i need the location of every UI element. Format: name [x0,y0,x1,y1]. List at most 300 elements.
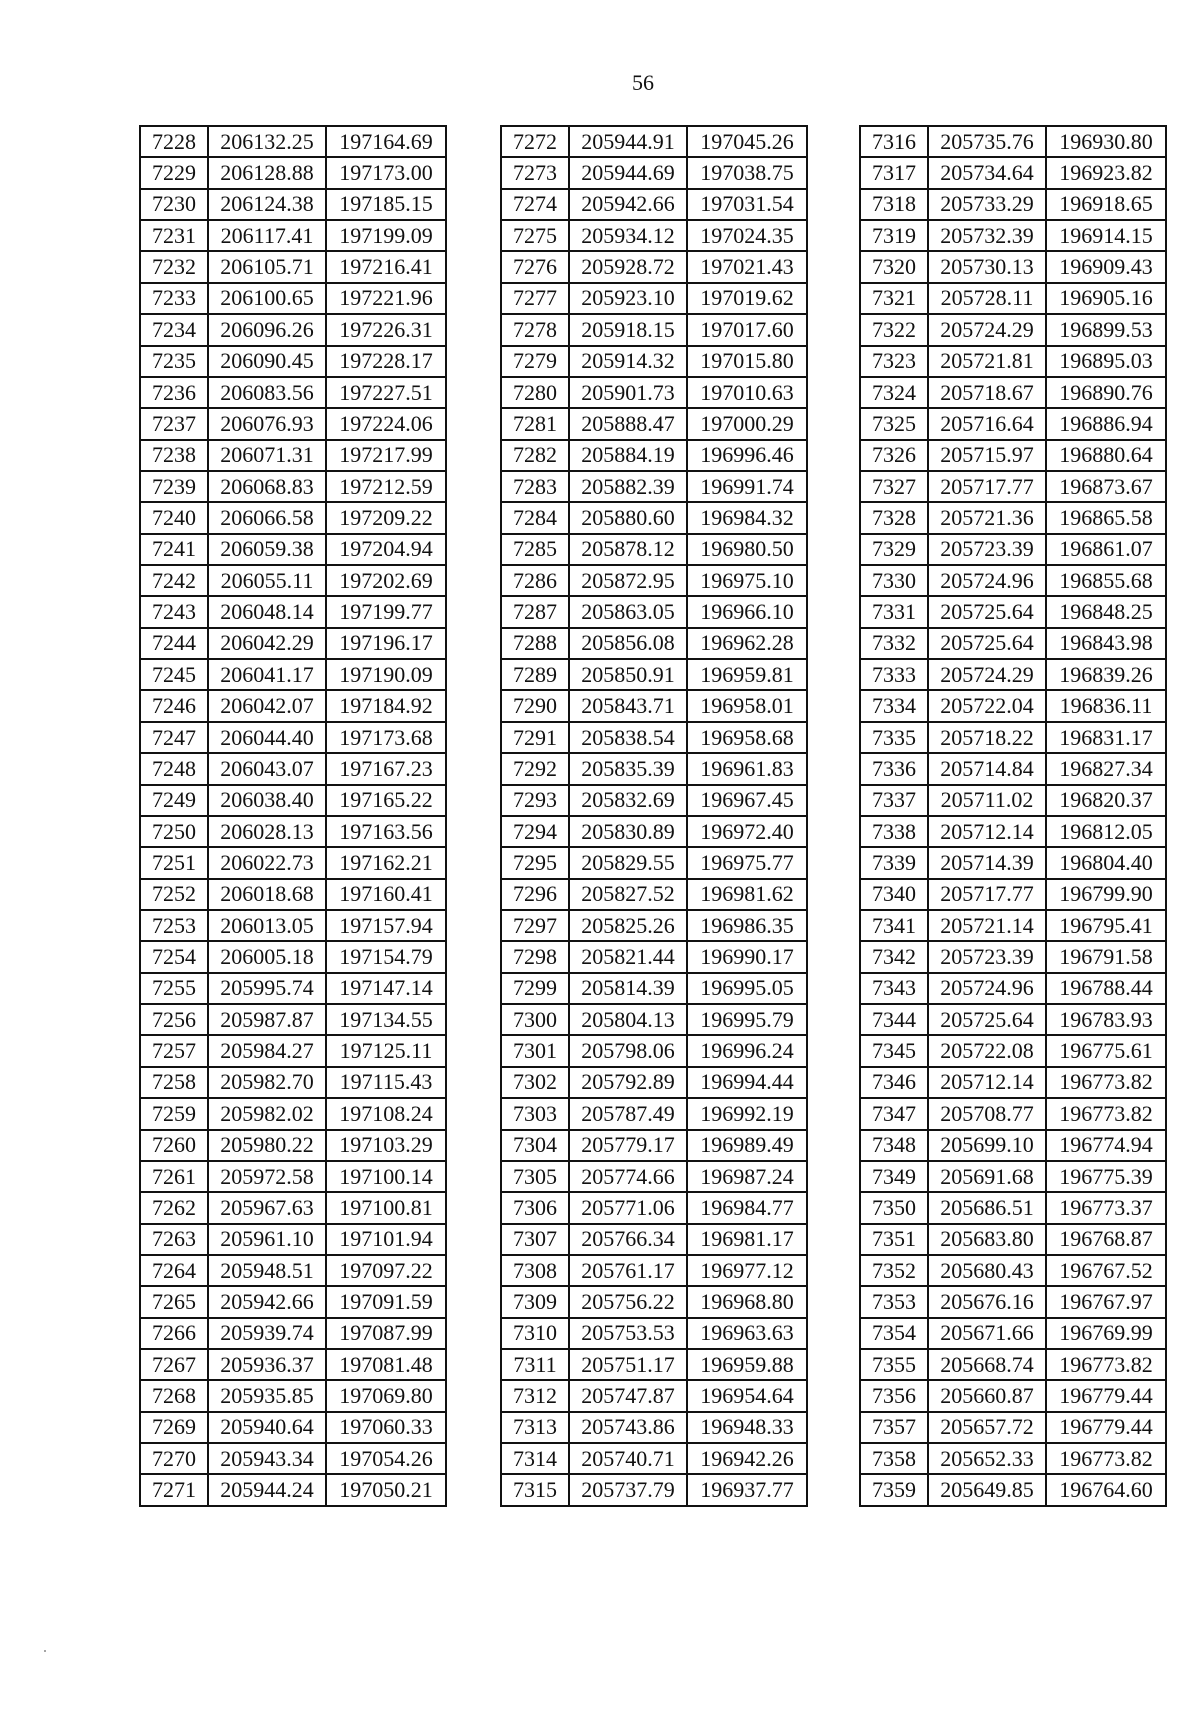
x-coordinate-cell: 205712.14 [928,816,1046,847]
y-coordinate-cell: 197069.80 [326,1380,446,1411]
point-id-cell: 7315 [501,1474,569,1505]
point-id-cell: 7242 [140,565,208,596]
x-coordinate-cell: 205995.74 [208,973,326,1004]
table-row [501,346,807,377]
table-row [860,534,1166,565]
y-coordinate-cell: 196987.24 [687,1161,807,1192]
point-id-cell: 7280 [501,377,569,408]
table-row [140,565,446,596]
x-coordinate-cell: 205972.58 [208,1161,326,1192]
y-coordinate-cell: 197050.21 [326,1474,446,1505]
point-id-cell: 7318 [860,189,928,220]
x-coordinate-cell: 206013.05 [208,910,326,941]
y-coordinate-cell: 196996.46 [687,440,807,471]
x-coordinate-cell: 205711.02 [928,785,1046,816]
point-id-cell: 7268 [140,1380,208,1411]
y-coordinate-cell: 196831.17 [1046,722,1166,753]
table-row [501,1067,807,1098]
y-coordinate-cell: 197212.59 [326,471,446,502]
point-id-cell: 7332 [860,628,928,659]
table-row [860,1035,1166,1066]
x-coordinate-cell: 206128.88 [208,157,326,188]
table-row [860,1286,1166,1317]
y-coordinate-cell: 196995.05 [687,973,807,1004]
point-id-cell: 7337 [860,785,928,816]
y-coordinate-cell: 196963.63 [687,1318,807,1349]
y-coordinate-cell: 196769.99 [1046,1318,1166,1349]
x-coordinate-cell: 206042.29 [208,628,326,659]
x-coordinate-cell: 205714.39 [928,847,1046,878]
y-coordinate-cell: 196775.61 [1046,1035,1166,1066]
x-coordinate-cell: 205835.39 [569,753,687,784]
point-id-cell: 7310 [501,1318,569,1349]
y-coordinate-cell: 197226.31 [326,314,446,345]
point-id-cell: 7271 [140,1474,208,1505]
point-id-cell: 7278 [501,314,569,345]
table-row [860,910,1166,941]
y-coordinate-cell: 196918.65 [1046,189,1166,220]
table-row [140,1067,446,1098]
y-coordinate-cell: 196848.25 [1046,596,1166,627]
y-coordinate-cell: 196959.81 [687,659,807,690]
table-row [140,596,446,627]
x-coordinate-cell: 205676.16 [928,1286,1046,1317]
point-id-cell: 7325 [860,408,928,439]
point-id-cell: 7284 [501,502,569,533]
point-id-cell: 7314 [501,1443,569,1474]
point-id-cell: 7258 [140,1067,208,1098]
x-coordinate-cell: 205733.29 [928,189,1046,220]
table-row [501,628,807,659]
table-row [860,1255,1166,1286]
point-id-cell: 7283 [501,471,569,502]
x-coordinate-cell: 205850.91 [569,659,687,690]
table-row [860,1349,1166,1380]
table-row [860,1412,1166,1443]
y-coordinate-cell: 196820.37 [1046,785,1166,816]
table-row [140,1255,446,1286]
point-id-cell: 7319 [860,220,928,251]
table-row [140,1443,446,1474]
y-coordinate-cell: 197164.69 [326,126,446,157]
point-id-cell: 7330 [860,565,928,596]
table-row [140,1380,446,1411]
x-coordinate-cell: 205649.85 [928,1474,1046,1505]
x-coordinate-cell: 205821.44 [569,941,687,972]
y-coordinate-cell: 197185.15 [326,189,446,220]
point-id-cell: 7297 [501,910,569,941]
table-row [501,1224,807,1255]
point-id-cell: 7298 [501,941,569,972]
table-row [501,879,807,910]
x-coordinate-cell: 205872.95 [569,565,687,596]
point-id-cell: 7335 [860,722,928,753]
y-coordinate-cell: 196804.40 [1046,847,1166,878]
point-id-cell: 7279 [501,346,569,377]
table-row [860,1474,1166,1505]
point-id-cell: 7339 [860,847,928,878]
table-row [860,628,1166,659]
point-id-cell: 7354 [860,1318,928,1349]
y-coordinate-cell: 196958.68 [687,722,807,753]
point-id-cell: 7267 [140,1349,208,1380]
point-id-cell: 7264 [140,1255,208,1286]
table-row [860,314,1166,345]
y-coordinate-cell: 196843.98 [1046,628,1166,659]
x-coordinate-cell: 205936.37 [208,1349,326,1380]
y-coordinate-cell: 197228.17 [326,346,446,377]
x-coordinate-cell: 206083.56 [208,377,326,408]
x-coordinate-cell: 205699.10 [928,1130,1046,1161]
y-coordinate-cell: 196981.62 [687,879,807,910]
y-coordinate-cell: 197054.26 [326,1443,446,1474]
x-coordinate-cell: 205657.72 [928,1412,1046,1443]
x-coordinate-cell: 205939.74 [208,1318,326,1349]
table-row [501,440,807,471]
point-id-cell: 7249 [140,785,208,816]
x-coordinate-cell: 205838.54 [569,722,687,753]
x-coordinate-cell: 205792.89 [569,1067,687,1098]
point-id-cell: 7269 [140,1412,208,1443]
table-row [860,502,1166,533]
table-row [501,596,807,627]
y-coordinate-cell: 196773.82 [1046,1067,1166,1098]
table-row [140,1161,446,1192]
table-row [501,785,807,816]
table-row [140,408,446,439]
table-row [501,408,807,439]
table-row [501,941,807,972]
y-coordinate-cell: 196791.58 [1046,941,1166,972]
table-row [860,126,1166,157]
point-id-cell: 7308 [501,1255,569,1286]
y-coordinate-cell: 197224.06 [326,408,446,439]
x-coordinate-cell: 206105.71 [208,251,326,282]
table-row [501,1474,807,1505]
x-coordinate-cell: 205728.11 [928,283,1046,314]
point-id-cell: 7253 [140,910,208,941]
x-coordinate-cell: 205743.86 [569,1412,687,1443]
y-coordinate-cell: 196996.24 [687,1035,807,1066]
table-row [140,157,446,188]
y-coordinate-cell: 197199.77 [326,596,446,627]
page-number: 56 [632,70,654,95]
table-row [140,502,446,533]
point-id-cell: 7289 [501,659,569,690]
x-coordinate-cell: 206100.65 [208,283,326,314]
point-id-cell: 7303 [501,1098,569,1129]
x-coordinate-cell: 205725.64 [928,1004,1046,1035]
table-row [501,502,807,533]
x-coordinate-cell: 205944.24 [208,1474,326,1505]
table-row [501,973,807,1004]
point-id-cell: 7342 [860,941,928,972]
table-row [140,126,446,157]
point-id-cell: 7345 [860,1035,928,1066]
x-coordinate-cell: 205779.17 [569,1130,687,1161]
x-coordinate-cell: 205714.84 [928,753,1046,784]
y-coordinate-cell: 196768.87 [1046,1224,1166,1255]
y-coordinate-cell: 196779.44 [1046,1412,1166,1443]
point-id-cell: 7326 [860,440,928,471]
table-row [501,220,807,251]
y-coordinate-cell: 196977.12 [687,1255,807,1286]
y-coordinate-cell: 197100.81 [326,1192,446,1223]
x-coordinate-cell: 205734.64 [928,157,1046,188]
point-id-cell: 7356 [860,1380,928,1411]
x-coordinate-cell: 206041.17 [208,659,326,690]
point-id-cell: 7233 [140,283,208,314]
table-row [501,126,807,157]
table-row [860,1380,1166,1411]
point-id-cell: 7270 [140,1443,208,1474]
x-coordinate-cell: 206071.31 [208,440,326,471]
y-coordinate-cell: 196914.15 [1046,220,1166,251]
y-coordinate-cell: 197134.55 [326,1004,446,1035]
table-row [140,910,446,941]
point-id-cell: 7235 [140,346,208,377]
x-coordinate-cell: 205721.36 [928,502,1046,533]
y-coordinate-cell: 196773.82 [1046,1443,1166,1474]
y-coordinate-cell: 196899.53 [1046,314,1166,345]
table-row [501,471,807,502]
x-coordinate-cell: 205680.43 [928,1255,1046,1286]
point-id-cell: 7355 [860,1349,928,1380]
point-id-cell: 7353 [860,1286,928,1317]
table-row [140,1318,446,1349]
y-coordinate-cell: 197125.11 [326,1035,446,1066]
x-coordinate-cell: 205943.34 [208,1443,326,1474]
x-coordinate-cell: 206043.07 [208,753,326,784]
y-coordinate-cell: 197091.59 [326,1286,446,1317]
point-id-cell: 7228 [140,126,208,157]
y-coordinate-cell: 196948.33 [687,1412,807,1443]
x-coordinate-cell: 205712.14 [928,1067,1046,1098]
x-coordinate-cell: 206076.93 [208,408,326,439]
table-row [140,1349,446,1380]
y-coordinate-cell: 196986.35 [687,910,807,941]
y-coordinate-cell: 197157.94 [326,910,446,941]
y-coordinate-cell: 196773.82 [1046,1098,1166,1129]
table-row [140,346,446,377]
x-coordinate-cell: 205683.80 [928,1224,1046,1255]
x-coordinate-cell: 206048.14 [208,596,326,627]
y-coordinate-cell: 196981.17 [687,1224,807,1255]
point-id-cell: 7239 [140,471,208,502]
y-coordinate-cell: 196967.45 [687,785,807,816]
coordinate-table-2 [500,125,808,1507]
point-id-cell: 7266 [140,1318,208,1349]
x-coordinate-cell: 205737.79 [569,1474,687,1505]
point-id-cell: 7231 [140,220,208,251]
table-row [860,753,1166,784]
point-id-cell: 7338 [860,816,928,847]
y-coordinate-cell: 196795.41 [1046,910,1166,941]
x-coordinate-cell: 205878.12 [569,534,687,565]
x-coordinate-cell: 205708.77 [928,1098,1046,1129]
table-row [140,690,446,721]
table-row [140,628,446,659]
table-row [140,1412,446,1443]
y-coordinate-cell: 197167.23 [326,753,446,784]
x-coordinate-cell: 205934.12 [569,220,687,251]
y-coordinate-cell: 197097.22 [326,1255,446,1286]
y-coordinate-cell: 196773.37 [1046,1192,1166,1223]
y-coordinate-cell: 197015.80 [687,346,807,377]
table-row [140,1224,446,1255]
point-id-cell: 7273 [501,157,569,188]
y-coordinate-cell: 197162.21 [326,847,446,878]
table-row [860,440,1166,471]
x-coordinate-cell: 205766.34 [569,1224,687,1255]
point-id-cell: 7274 [501,189,569,220]
point-id-cell: 7285 [501,534,569,565]
table-row [860,1443,1166,1474]
point-id-cell: 7320 [860,251,928,282]
y-coordinate-cell: 197199.09 [326,220,446,251]
point-id-cell: 7357 [860,1412,928,1443]
x-coordinate-cell: 206018.68 [208,879,326,910]
point-id-cell: 7358 [860,1443,928,1474]
x-coordinate-cell: 206066.58 [208,502,326,533]
table-row [140,1035,446,1066]
x-coordinate-cell: 205721.81 [928,346,1046,377]
x-coordinate-cell: 205718.22 [928,722,1046,753]
y-coordinate-cell: 196992.19 [687,1098,807,1129]
y-coordinate-cell: 196966.10 [687,596,807,627]
y-coordinate-cell: 196890.76 [1046,377,1166,408]
point-id-cell: 7234 [140,314,208,345]
x-coordinate-cell: 205863.05 [569,596,687,627]
y-coordinate-cell: 196989.49 [687,1130,807,1161]
y-coordinate-cell: 196959.88 [687,1349,807,1380]
x-coordinate-cell: 206038.40 [208,785,326,816]
y-coordinate-cell: 196961.83 [687,753,807,784]
point-id-cell: 7302 [501,1067,569,1098]
y-coordinate-cell: 197173.00 [326,157,446,188]
x-coordinate-cell: 205761.17 [569,1255,687,1286]
table-row [140,722,446,753]
table-row [501,1412,807,1443]
y-coordinate-cell: 197184.92 [326,690,446,721]
point-id-cell: 7346 [860,1067,928,1098]
point-id-cell: 7277 [501,283,569,314]
table-row [140,283,446,314]
table-row [140,1474,446,1505]
table-row [860,596,1166,627]
y-coordinate-cell: 197100.14 [326,1161,446,1192]
x-coordinate-cell: 205725.64 [928,628,1046,659]
x-coordinate-cell: 205882.39 [569,471,687,502]
point-id-cell: 7347 [860,1098,928,1129]
point-id-cell: 7257 [140,1035,208,1066]
table-row [501,1349,807,1380]
y-coordinate-cell: 196991.74 [687,471,807,502]
y-coordinate-cell: 196779.44 [1046,1380,1166,1411]
table-row [140,1130,446,1161]
point-id-cell: 7281 [501,408,569,439]
x-coordinate-cell: 205725.64 [928,596,1046,627]
point-id-cell: 7334 [860,690,928,721]
point-id-cell: 7304 [501,1130,569,1161]
y-coordinate-cell: 197115.43 [326,1067,446,1098]
x-coordinate-cell: 205825.26 [569,910,687,941]
x-coordinate-cell: 205771.06 [569,1192,687,1223]
table-row [860,1067,1166,1098]
point-id-cell: 7352 [860,1255,928,1286]
point-id-cell: 7286 [501,565,569,596]
x-coordinate-cell: 206059.38 [208,534,326,565]
y-coordinate-cell: 196930.80 [1046,126,1166,157]
point-id-cell: 7344 [860,1004,928,1035]
x-coordinate-cell: 205923.10 [569,283,687,314]
x-coordinate-cell: 205982.02 [208,1098,326,1129]
x-coordinate-cell: 205691.68 [928,1161,1046,1192]
x-coordinate-cell: 205660.87 [928,1380,1046,1411]
point-id-cell: 7287 [501,596,569,627]
point-id-cell: 7301 [501,1035,569,1066]
y-coordinate-cell: 197165.22 [326,785,446,816]
table-row [860,816,1166,847]
table-row [501,189,807,220]
x-coordinate-cell: 205721.14 [928,910,1046,941]
x-coordinate-cell: 205668.74 [928,1349,1046,1380]
y-coordinate-cell: 196937.77 [687,1474,807,1505]
point-id-cell: 7333 [860,659,928,690]
table-row [860,659,1166,690]
x-coordinate-cell: 205987.87 [208,1004,326,1035]
point-id-cell: 7329 [860,534,928,565]
x-coordinate-cell: 206096.26 [208,314,326,345]
point-id-cell: 7313 [501,1412,569,1443]
table-row [501,847,807,878]
point-id-cell: 7232 [140,251,208,282]
y-coordinate-cell: 197031.54 [687,189,807,220]
table-row [140,941,446,972]
table-row [860,251,1166,282]
table-row [140,471,446,502]
coordinate-table-1 [139,125,447,1507]
point-id-cell: 7340 [860,879,928,910]
point-id-cell: 7309 [501,1286,569,1317]
point-id-cell: 7282 [501,440,569,471]
table-row [140,753,446,784]
x-coordinate-cell: 205928.72 [569,251,687,282]
x-coordinate-cell: 205940.64 [208,1412,326,1443]
point-id-cell: 7341 [860,910,928,941]
y-coordinate-cell: 196994.44 [687,1067,807,1098]
y-coordinate-cell: 197103.29 [326,1130,446,1161]
table-row [860,220,1166,251]
table-row [501,910,807,941]
y-coordinate-cell: 197163.56 [326,816,446,847]
table-row [501,1161,807,1192]
y-coordinate-cell: 196895.03 [1046,346,1166,377]
table-row [501,1192,807,1223]
x-coordinate-cell: 205787.49 [569,1098,687,1129]
y-coordinate-cell: 197204.94 [326,534,446,565]
point-id-cell: 7246 [140,690,208,721]
point-id-cell: 7260 [140,1130,208,1161]
x-coordinate-cell: 205751.17 [569,1349,687,1380]
table-row [501,314,807,345]
table-row [501,157,807,188]
table-row [860,1318,1166,1349]
y-coordinate-cell: 196839.26 [1046,659,1166,690]
x-coordinate-cell: 205724.96 [928,973,1046,1004]
table-row [140,440,446,471]
point-id-cell: 7252 [140,879,208,910]
